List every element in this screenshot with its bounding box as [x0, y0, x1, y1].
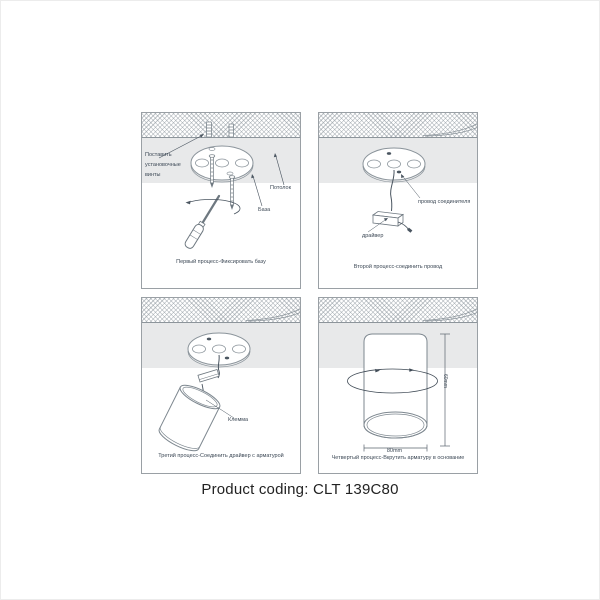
- panel-step1: [141, 112, 301, 289]
- base-arrow: [251, 174, 262, 206]
- ceiling-cable-curve: [246, 309, 300, 321]
- connector-wire-label: провод соединителя: [418, 199, 471, 205]
- base-label: База: [258, 207, 271, 213]
- lamp-cylinder: [364, 334, 427, 438]
- product-coding-text: Product coding: CLT 139C80: [201, 481, 399, 498]
- panel-step3: [141, 297, 301, 474]
- step3-diagram: [142, 298, 300, 473]
- step1-caption: Первый процесс-Фиксировать базу: [176, 259, 266, 265]
- step4-caption: Четвертый процесс-Вкрутить арматуру в основание: [331, 455, 465, 461]
- lamp-cylinder: [156, 381, 223, 455]
- panel-step4: [318, 297, 478, 474]
- step2-caption: Второй процесс-соединить провод: [353, 264, 443, 270]
- driver-label: драйвер: [362, 233, 384, 239]
- height-dimension-label: 60mm: [442, 374, 448, 388]
- install-screws-label: Поставить установочные винты: [145, 152, 181, 178]
- height-dimension: [440, 334, 450, 446]
- terminal-block: [198, 369, 219, 382]
- terminal-label: Клемма: [228, 417, 249, 423]
- base-plate: [191, 146, 253, 182]
- ceiling-cable-curve: [423, 124, 477, 136]
- panel-step2: [318, 112, 478, 289]
- ceiling-arrow: [274, 153, 284, 185]
- step4-diagram: [319, 298, 477, 473]
- diameter-dimension-label: 80mm: [386, 448, 403, 454]
- step3-caption: Третий процесс-Соединить драйвер с арматурой: [158, 453, 284, 459]
- ceiling-cable-curve: [423, 309, 477, 321]
- anchor-bolts-icon: [207, 122, 234, 137]
- driver-box: [373, 212, 412, 233]
- ceiling-label: Потолок: [270, 185, 292, 191]
